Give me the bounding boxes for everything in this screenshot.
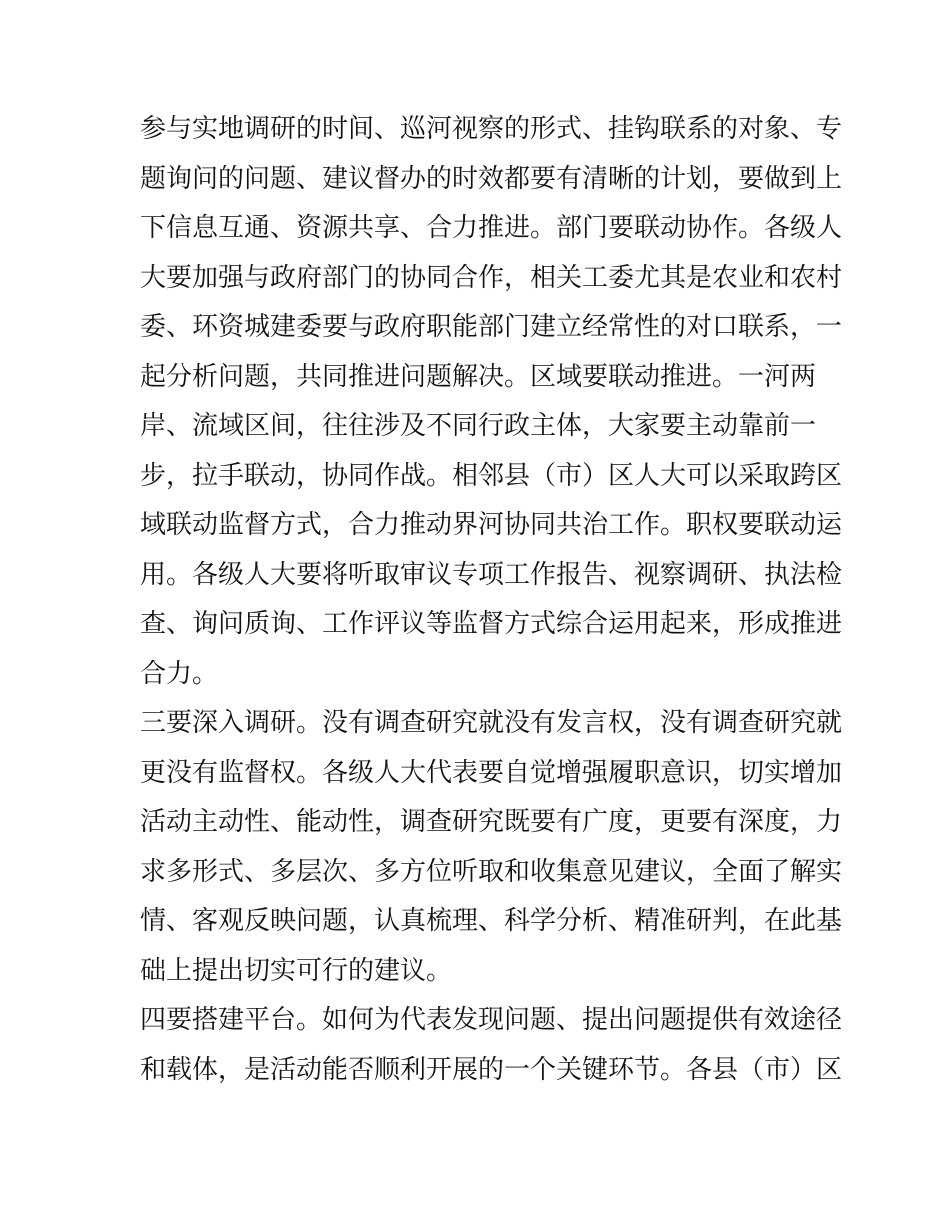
- text-line: 委、环资城建委要与政府职能部门建立经常性的对口联系，一: [140, 312, 843, 342]
- text-line: 步，拉手联动，协同作战。相邻县（市）区人大可以采取跨区: [140, 460, 843, 491]
- text-line: 岸、流域区间，往往涉及不同行政主体，大家要主动靠前一: [140, 411, 817, 441]
- text-line: 大要加强与政府部门的协同合作，相关工委尤其是农业和农村: [140, 262, 843, 293]
- text-line: 情、客观反映问题，认真梳理、科学分析、精准研判，在此基: [140, 906, 843, 936]
- text-line: 活动主动性、能动性，调查研究既要有广度，更要有深度，力: [140, 807, 843, 837]
- body-text: [140, 105, 843, 1095]
- text-line: 题询问的问题、建议督办的时效都要有清晰的计划，要做到上: [140, 163, 843, 194]
- text-line: 更没有监督权。各级人大代表要自觉增强履职意识，切实增加: [140, 757, 843, 788]
- text-line: 用。各级人大要将听取审议专项工作报告、视察调研、执法检: [140, 559, 843, 590]
- text-line: 和载体，是活动能否顺利开展的一个关键环节。各县（市）区: [140, 1054, 843, 1085]
- text-line: 起分析问题，共同推进问题解决。区域要联动推进。一河两: [140, 361, 817, 392]
- text-line: 合力。: [140, 658, 219, 689]
- text-line: 域联动监督方式，合力推动界河协同共治工作。职权要联动运: [140, 510, 843, 540]
- text-line: 四要搭建平台。如何为代表发现问题、提出问题提供有效途径: [140, 1005, 843, 1035]
- text-line: 参与实地调研的时间、巡河视察的形式、挂钩联系的对象、专: [140, 114, 843, 144]
- text-line: 求多形式、多层次、多方位听取和收集意见建议，全面了解实: [140, 856, 843, 887]
- text-line: 下信息互通、资源共享、合力推进。部门要联动协作。各级人: [140, 213, 843, 243]
- text-line: 查、询问质询、工作评议等监督方式综合运用起来，形成推进: [140, 609, 843, 639]
- text-line: 三要深入调研。没有调查研究就没有发言权，没有调查研究就: [140, 708, 843, 738]
- text-line: 础上提出切实可行的建议。: [140, 955, 453, 986]
